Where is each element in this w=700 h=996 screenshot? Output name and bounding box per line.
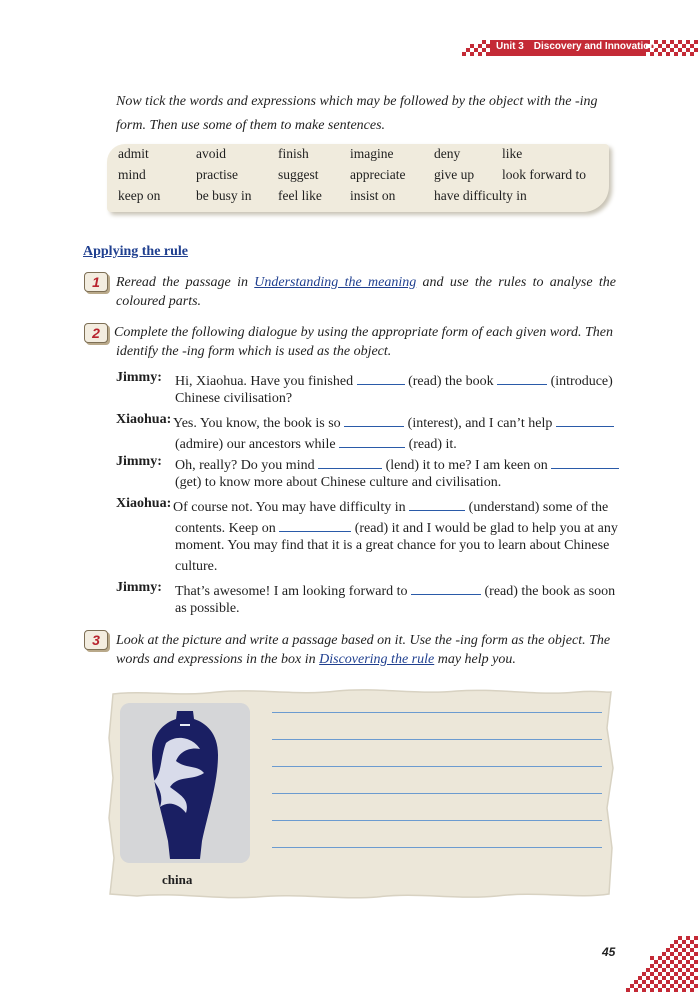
dialogue-line: Hi, Xiaohua. Have you finished (read) the book (introduce) (175, 370, 613, 390)
word-item: have difficulty in (434, 188, 527, 203)
answer-blank[interactable] (551, 454, 619, 469)
dialogue-line: (admire) our ancestors while (read) it. (175, 433, 457, 453)
pattern-square (658, 988, 662, 992)
writing-line[interactable] (272, 766, 602, 767)
writing-line[interactable] (272, 793, 602, 794)
pattern-square (626, 988, 630, 992)
word-item: feel like (278, 188, 322, 203)
word-item: mind (118, 167, 146, 182)
speaker-label: Xiaohua: (116, 496, 172, 511)
word-item: be busy in (196, 188, 252, 203)
word-item: deny (434, 146, 461, 161)
answer-blank[interactable] (344, 412, 404, 427)
task-number-badge: 2 (84, 323, 108, 343)
answer-blank[interactable] (357, 370, 405, 385)
answer-blank[interactable] (556, 412, 614, 427)
task-1-text: Reread the passage in (116, 275, 255, 290)
intro-instruction: Now tick the words and expressions which may be followed by the object with the -ing form. Then use some of them to make sentences. (116, 94, 598, 133)
speaker-label: Jimmy: (116, 454, 162, 469)
task-1-text-end: and use the rules to analyse the coloured parts. (116, 275, 616, 309)
speaker-label: Xiaohua: (116, 412, 172, 427)
pattern-square (642, 988, 646, 992)
task-number-badge: 3 (84, 630, 108, 650)
pattern-square (658, 52, 662, 56)
pattern-square (694, 984, 698, 988)
dialogue-line: Chinese civilisation? (175, 391, 293, 406)
dialogue-line: Oh, really? Do you mind (lend) it to me? I am keen on (175, 454, 619, 474)
pattern-square (666, 52, 670, 56)
task-3-line-1: Look at the picture and write a passage based on it. Use the -ing form as the object. The (116, 633, 611, 648)
blue-white-vase-icon (120, 703, 250, 863)
unit-label: Unit 3 (496, 41, 524, 52)
pattern-square (694, 936, 698, 940)
writing-line[interactable] (272, 820, 602, 821)
dialogue-line: Yes. You know, the book is so (interest), and I can’t help (173, 412, 614, 432)
word-item: imagine (350, 146, 394, 161)
task-2-line-1: Complete the following dialogue by using the appropriate form of each given word. Then (114, 325, 614, 340)
pattern-square (694, 48, 698, 52)
word-item: appreciate (350, 167, 406, 182)
pattern-square (478, 52, 482, 56)
pattern-square (690, 988, 694, 992)
word-item: practise (196, 167, 238, 182)
word-item: suggest (278, 167, 319, 182)
dialogue-line: Of course not. You may have difficulty in (understand) some of the (173, 496, 608, 516)
speaker-label: Jimmy: (116, 370, 162, 385)
pattern-square (694, 968, 698, 972)
word-item: avoid (196, 146, 226, 161)
picture-caption: china (162, 872, 193, 887)
pattern-square (634, 988, 638, 992)
dialogue-line: as possible. (175, 601, 240, 616)
understanding-meaning-link[interactable]: Understanding the meaning (254, 275, 417, 290)
word-item: finish (278, 146, 309, 161)
dialogue-line: That’s awesome! I am looking forward to (read) the book as soon (175, 580, 615, 600)
writing-line[interactable] (272, 739, 602, 740)
answer-blank[interactable] (339, 433, 405, 448)
pattern-square (694, 40, 698, 44)
task-3-line-2: words and expressions in the box in Discovering the rule may help you. (116, 652, 516, 667)
pattern-square (694, 952, 698, 956)
pattern-square (682, 988, 686, 992)
writing-line[interactable] (272, 712, 602, 713)
dialogue-line: (get) to know more about Chinese culture and civilisation. (175, 475, 502, 490)
vase-photo (120, 703, 250, 863)
answer-blank[interactable] (497, 370, 547, 385)
pattern-square (666, 988, 670, 992)
answer-blank[interactable] (411, 580, 481, 595)
header-text (496, 41, 655, 52)
discovering-rule-link[interactable]: Discovering the rule (319, 652, 435, 667)
answer-blank[interactable] (318, 454, 382, 469)
word-box (107, 144, 609, 212)
pattern-square (650, 52, 654, 56)
section-heading: Applying the rule (83, 244, 189, 259)
page-number: 45 (602, 945, 616, 959)
word-item: like (502, 146, 523, 161)
word-item: keep on (118, 188, 161, 203)
speaker-label: Jimmy: (116, 580, 162, 595)
writing-line[interactable] (272, 847, 602, 848)
dialogue-line: contents. Keep on (read) it and I would be glad to help you at any (175, 517, 618, 537)
pattern-square (674, 988, 678, 992)
word-item: look forward to (502, 167, 586, 182)
answer-blank[interactable] (279, 517, 351, 532)
pattern-square (462, 52, 466, 56)
word-item: admit (118, 146, 149, 161)
task-1-instruction (116, 273, 616, 311)
unit-title: Discovery and Innovation (533, 41, 656, 52)
pattern-square (694, 976, 698, 980)
pattern-square (650, 988, 654, 992)
task-number-badge: 1 (84, 272, 108, 292)
pattern-square (690, 52, 694, 56)
dialogue-line: culture. (175, 559, 218, 574)
answer-blank[interactable] (409, 496, 465, 511)
pattern-square (694, 960, 698, 964)
word-item: give up (434, 167, 475, 182)
pattern-square (470, 52, 474, 56)
pattern-square (682, 52, 686, 56)
pattern-square (674, 52, 678, 56)
dialogue-line: moment. You may find that it is a great chance for you to learn about Chinese (175, 538, 610, 553)
task-2-line-2: identify the -ing form which is used as the object. (116, 344, 392, 359)
pattern-square (694, 944, 698, 948)
word-item: insist on (350, 188, 396, 203)
